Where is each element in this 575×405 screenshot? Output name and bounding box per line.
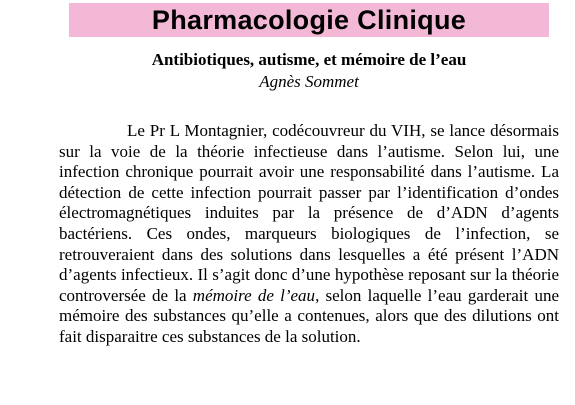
article-author: Agnès Sommet <box>259 72 359 91</box>
paragraph-emphasis: mémoire de l’eau <box>192 285 316 305</box>
section-title: Pharmacologie Clinique <box>151 4 467 35</box>
article-paragraph <box>59 121 559 348</box>
paragraph-text-end: , selon laquelle l’eau garderait une mémoire des substances qu’elle a contenues, alors que des dilutions ont fait disparaitre ces substances de la solution. <box>59 285 559 346</box>
paragraph-text-start: Le Pr L Montagnier, codécouvreur du VIH, se lance désormais sur la voie de la théorie infectieuse dans l’autisme. Selon lui, une infection chronique pourrait avoir une responsabilité dans l’autisme. La détection de cette infection pourrait passer par l’identification d’ondes électromagnétiques induites par la présence de d’ADN d’agents bactériens. Ces ondes, marqueurs biologiques de l’infection, se retrouveraient dans des solutions dans lesquelles a été présent l’ADN d’agents infectieux. Il s’agit donc d’une hypothèse reposant sur la théorie controversée de la <box>59 121 559 305</box>
article-title: Antibiotiques, autisme, et mémoire de l’eau <box>151 50 467 69</box>
section-banner <box>69 3 549 37</box>
